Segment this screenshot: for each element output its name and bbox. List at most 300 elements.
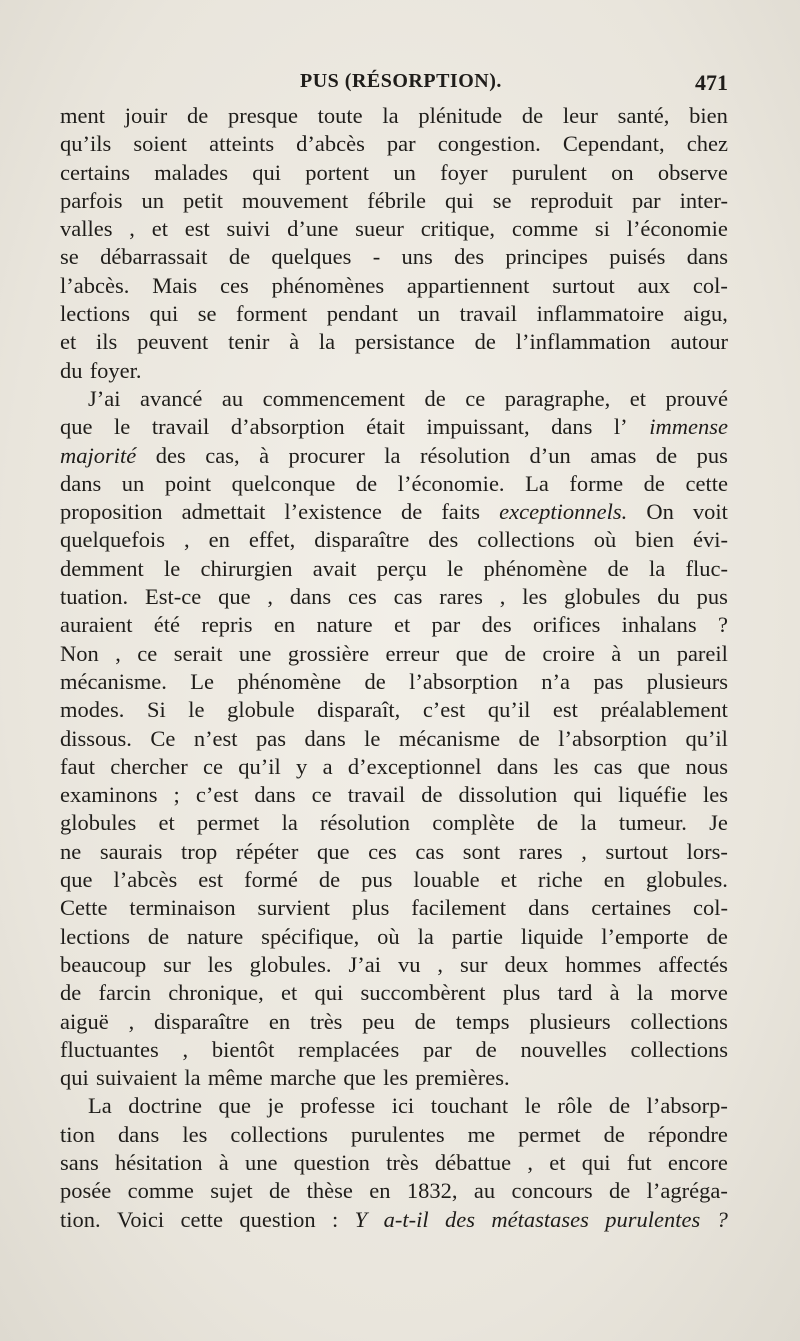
word: col- xyxy=(692,272,728,298)
word: riche xyxy=(537,867,583,893)
word: ce xyxy=(137,640,158,666)
text-line xyxy=(60,385,728,413)
word: plénitude xyxy=(418,103,503,128)
word: nouvelles xyxy=(520,1036,607,1062)
word: la xyxy=(384,442,401,468)
word: tion xyxy=(60,1121,96,1147)
text-line xyxy=(60,1064,728,1092)
word: ces xyxy=(220,272,249,298)
word: parfois xyxy=(60,187,123,213)
word: que xyxy=(343,1065,376,1091)
word: qui xyxy=(444,187,474,213)
word: auraient xyxy=(60,612,133,638)
word: repris xyxy=(201,612,253,638)
word: l’ xyxy=(613,414,628,440)
word: les xyxy=(182,1121,208,1147)
word: comme xyxy=(127,1178,194,1204)
word: travail xyxy=(459,301,518,327)
word: qu’ils xyxy=(60,131,112,157)
word: par xyxy=(631,187,661,213)
text-line xyxy=(60,357,728,385)
word: l’économie xyxy=(626,216,728,242)
word: malades xyxy=(154,159,228,185)
word: erreur xyxy=(385,640,440,666)
word: les xyxy=(702,782,728,808)
word: que xyxy=(637,753,671,779)
text-line xyxy=(60,866,728,894)
word: à xyxy=(218,1149,229,1175)
word: , xyxy=(527,1149,533,1175)
word: c’est xyxy=(422,697,466,723)
word: permet xyxy=(196,810,260,836)
word: l’absorption xyxy=(409,668,518,694)
word: terminaison xyxy=(129,895,236,921)
word: J’ai xyxy=(348,951,381,977)
word: très xyxy=(309,1008,343,1034)
word: se xyxy=(60,244,79,270)
word: survient xyxy=(257,895,330,921)
word: paragraphe, xyxy=(504,385,611,411)
word: valles xyxy=(60,216,113,242)
text-line xyxy=(60,583,728,611)
word: Non xyxy=(60,640,99,666)
word: la xyxy=(318,329,336,355)
word: Cependant, xyxy=(562,131,665,157)
word: par xyxy=(423,1036,452,1062)
word: santé, xyxy=(617,103,670,128)
word: d’absorption xyxy=(230,414,345,440)
word: , xyxy=(128,1008,135,1034)
word: , xyxy=(115,640,121,666)
word: est xyxy=(552,697,578,723)
word: métastases xyxy=(491,1206,589,1232)
text-line xyxy=(60,668,728,696)
text-line xyxy=(60,159,728,187)
word: de xyxy=(521,103,544,128)
word: la xyxy=(382,103,399,128)
word: lors- xyxy=(686,838,728,864)
word: est xyxy=(198,867,224,893)
text-line xyxy=(60,1149,728,1177)
word: On xyxy=(646,499,674,525)
word: dissolution xyxy=(458,782,558,808)
word: liquide xyxy=(520,923,584,949)
word: ment xyxy=(60,103,105,128)
word: de xyxy=(400,499,423,525)
word: l’existence xyxy=(284,499,382,525)
word: chercher xyxy=(110,753,188,779)
word: critique, xyxy=(420,216,496,242)
word: de xyxy=(364,668,386,694)
word: Si xyxy=(146,697,166,723)
word: concours xyxy=(511,1178,593,1204)
word: persistance xyxy=(354,329,455,355)
word: globules. xyxy=(646,867,728,893)
word: la xyxy=(417,923,434,949)
word: cette xyxy=(685,470,728,496)
word: et xyxy=(549,1149,566,1175)
word: a xyxy=(322,753,333,779)
word: prouvé xyxy=(665,385,728,411)
word: surtout xyxy=(552,272,615,298)
word: de xyxy=(424,385,446,411)
word: dans xyxy=(528,895,570,921)
word: marche xyxy=(269,1065,337,1091)
word: , xyxy=(129,216,135,242)
word: se xyxy=(197,301,217,327)
word: collections xyxy=(477,527,575,553)
word: dans xyxy=(686,244,728,270)
word: d’abcès xyxy=(296,131,365,157)
word: nature xyxy=(187,923,244,949)
word: très xyxy=(386,1149,419,1175)
word: disparaître xyxy=(314,527,410,553)
word: résolution xyxy=(320,810,411,836)
word: commencement xyxy=(262,385,406,411)
word: à xyxy=(609,980,620,1006)
word: , xyxy=(267,584,274,610)
word: , xyxy=(581,838,587,864)
word: portent xyxy=(305,159,370,185)
word: l’absorp- xyxy=(646,1093,728,1119)
word: mouvement xyxy=(241,187,349,213)
word: formé xyxy=(244,867,298,893)
word: ce xyxy=(311,782,332,808)
word: globules. xyxy=(249,951,332,977)
word: affectés xyxy=(658,951,728,977)
text-line xyxy=(60,640,728,668)
word: résolution xyxy=(419,442,510,468)
word: 1832, xyxy=(406,1178,458,1204)
word: les xyxy=(553,753,579,779)
word: lections xyxy=(60,923,130,949)
word: qui xyxy=(149,301,179,327)
word: chronique, xyxy=(168,980,264,1006)
text-line xyxy=(60,1206,728,1234)
word: préalablement xyxy=(600,697,728,723)
word: rares xyxy=(518,838,563,864)
word: et xyxy=(60,329,77,355)
word: et xyxy=(500,867,517,893)
word: l’abcès xyxy=(113,867,178,893)
word: qui xyxy=(573,782,603,808)
word: premières. xyxy=(415,1065,510,1091)
text-line xyxy=(60,781,728,809)
word: avait xyxy=(312,555,357,581)
word: facilement xyxy=(411,895,507,921)
word: deux xyxy=(504,951,549,977)
word: plusieurs xyxy=(529,1008,611,1034)
word: inflammatoire xyxy=(536,301,665,327)
text-line xyxy=(60,951,728,979)
word: en xyxy=(268,1008,291,1034)
word: faits xyxy=(441,499,481,525)
word: ? xyxy=(716,1206,728,1232)
word: col- xyxy=(693,895,728,921)
word: vu xyxy=(397,951,421,977)
text-line xyxy=(60,130,728,158)
word: de xyxy=(186,103,209,128)
word: le xyxy=(163,555,181,581)
word: les xyxy=(207,951,233,977)
text-line xyxy=(60,1008,728,1036)
word: un xyxy=(417,301,441,327)
word: en xyxy=(603,867,626,893)
word: en xyxy=(369,1178,391,1204)
word: de xyxy=(607,555,629,581)
word: que xyxy=(60,867,93,893)
word: ; xyxy=(173,782,180,808)
word: la xyxy=(636,980,654,1006)
word: au xyxy=(473,1178,496,1204)
word: trop xyxy=(180,838,218,864)
word: disparaît, xyxy=(317,697,401,723)
word: cette xyxy=(180,1206,223,1232)
text-run: majorité xyxy=(60,442,137,468)
word: dans xyxy=(60,470,102,496)
word: dans xyxy=(118,1121,160,1147)
word: en xyxy=(208,527,230,553)
word: à xyxy=(259,442,270,468)
word: de xyxy=(269,1178,291,1204)
word: cas xyxy=(415,838,445,864)
word: nature xyxy=(316,612,373,638)
word: Voici xyxy=(117,1206,165,1232)
word: fut xyxy=(626,1149,652,1175)
word: que xyxy=(316,838,350,864)
text-line xyxy=(60,725,728,753)
word: purulent xyxy=(511,159,587,185)
word: pendant xyxy=(326,301,399,327)
word: qu’il xyxy=(238,753,281,779)
word: qu’il xyxy=(685,725,728,751)
word: de xyxy=(504,640,526,666)
word: des xyxy=(454,244,485,270)
word: forme xyxy=(569,470,624,496)
word: l’absorption xyxy=(558,725,667,751)
word: succombèrent xyxy=(360,980,486,1006)
word: cas xyxy=(393,584,423,610)
word: la xyxy=(281,810,298,836)
word: d’une xyxy=(287,216,339,242)
word: le xyxy=(364,725,381,751)
word: l’économie. xyxy=(397,470,505,496)
word: le xyxy=(114,414,131,440)
word: sueur xyxy=(355,216,404,242)
text-run: exceptionnels. xyxy=(499,499,628,525)
word: de xyxy=(414,1008,436,1034)
text-line xyxy=(60,442,728,470)
text-line xyxy=(60,187,728,215)
word: liquéfie xyxy=(618,782,687,808)
word: même xyxy=(207,1065,263,1091)
word: Mais xyxy=(152,272,198,298)
word: grossière xyxy=(287,640,370,666)
word: proposition xyxy=(60,499,163,525)
word: puisés xyxy=(609,244,666,270)
word: permet xyxy=(518,1121,581,1147)
word: de xyxy=(518,725,540,751)
word: et xyxy=(629,385,646,411)
word: phénomènes xyxy=(271,272,385,298)
word: mécanisme xyxy=(398,725,501,751)
text-run: immense xyxy=(649,414,728,440)
word: le xyxy=(447,555,464,581)
word: au xyxy=(221,385,244,411)
word: serait xyxy=(173,640,223,666)
word: l’inflammation xyxy=(515,329,651,355)
word: dissous. xyxy=(60,725,132,751)
word: fluctuantes xyxy=(60,1036,159,1062)
word: ils xyxy=(96,329,118,355)
word: y xyxy=(296,753,308,779)
text-line xyxy=(60,894,728,922)
word: hésitation xyxy=(114,1149,203,1175)
word: encore xyxy=(667,1149,728,1175)
text-line xyxy=(60,300,728,328)
word: travail xyxy=(347,782,406,808)
word: J’ai xyxy=(88,385,121,411)
word: un xyxy=(141,187,164,213)
word: atteints xyxy=(209,131,275,157)
word: qui xyxy=(252,159,282,185)
word: suivi xyxy=(226,216,271,242)
word: ici xyxy=(391,1093,415,1119)
word: été xyxy=(153,612,181,638)
word: pus xyxy=(361,867,393,893)
word: soient xyxy=(133,131,188,157)
word: doctrine xyxy=(128,1093,202,1119)
word: surtout xyxy=(605,838,669,864)
word: thèse xyxy=(306,1178,353,1204)
word: de xyxy=(706,923,728,949)
word: beaucoup xyxy=(60,951,147,977)
word: un xyxy=(637,640,661,666)
word: plus xyxy=(351,895,390,921)
word: me xyxy=(467,1121,496,1147)
word: inter- xyxy=(679,187,728,213)
word: sans xyxy=(60,1149,99,1175)
word: fébrile xyxy=(367,187,426,213)
word: que xyxy=(60,414,93,440)
word: quelquefois xyxy=(60,527,165,553)
word: pas xyxy=(593,668,624,694)
word: temps xyxy=(455,1008,510,1034)
word: que xyxy=(218,1093,251,1119)
word: de xyxy=(228,244,251,270)
word: sujet xyxy=(210,1178,253,1204)
word: admettait xyxy=(181,499,266,525)
word: un xyxy=(121,470,145,496)
word: de xyxy=(355,470,378,496)
word: question xyxy=(293,1149,370,1175)
word: Cette xyxy=(60,895,108,921)
text-line xyxy=(60,1121,728,1149)
word: globule xyxy=(227,697,295,723)
word: du xyxy=(657,584,680,610)
word: collections xyxy=(630,1008,728,1034)
text-line xyxy=(60,328,728,356)
word: une xyxy=(238,640,272,666)
word: foyer. xyxy=(89,357,142,383)
word: principes xyxy=(505,244,588,270)
word: à xyxy=(611,640,622,666)
word: travail xyxy=(151,414,210,440)
word: Le xyxy=(190,668,214,694)
word: tion. xyxy=(60,1206,101,1232)
text-line xyxy=(60,413,728,441)
word: procurer xyxy=(288,442,365,468)
text-line xyxy=(60,809,728,837)
word: cas, xyxy=(205,442,240,468)
word: si xyxy=(594,216,610,242)
word: en xyxy=(273,612,296,638)
word: à xyxy=(289,329,300,355)
word: orifices xyxy=(532,612,601,638)
word: de xyxy=(655,442,678,468)
word: qu’il xyxy=(487,697,531,723)
word: question xyxy=(239,1206,316,1232)
word: aiguë xyxy=(60,1008,109,1034)
word: de xyxy=(609,1178,631,1204)
word: la xyxy=(648,555,666,581)
word: le xyxy=(524,1093,541,1119)
word: farcin xyxy=(98,980,151,1006)
word: touchant xyxy=(430,1093,509,1119)
word: sur xyxy=(163,951,191,977)
word: congestion. xyxy=(437,131,541,157)
word: de xyxy=(536,810,559,836)
word: répondre xyxy=(647,1121,728,1147)
word: amas xyxy=(590,442,637,468)
page-header xyxy=(60,70,728,104)
word: dans xyxy=(496,753,539,779)
page-number: 471 xyxy=(695,70,728,95)
word: cas xyxy=(593,753,623,779)
word: autour xyxy=(670,329,728,355)
word: pareil xyxy=(676,640,728,666)
word: pas xyxy=(256,725,287,751)
word: n’est xyxy=(193,725,238,751)
word: et xyxy=(158,810,175,836)
word: la xyxy=(184,1065,201,1091)
word: disparaître xyxy=(154,1008,250,1034)
word: rares xyxy=(439,584,483,610)
word: du xyxy=(60,357,83,383)
text-line xyxy=(60,979,728,1007)
word: de xyxy=(608,1093,631,1119)
word: petit xyxy=(182,187,223,213)
word: observe xyxy=(657,159,728,185)
word: pus xyxy=(696,584,728,610)
word: la xyxy=(580,810,597,836)
word: ce xyxy=(465,385,486,411)
word: globules xyxy=(60,810,137,836)
word: est xyxy=(184,216,210,242)
word: jouir xyxy=(124,103,168,128)
word: , xyxy=(499,584,506,610)
word: tenir xyxy=(228,329,270,355)
word: purulentes xyxy=(350,1121,445,1147)
word: d’un xyxy=(529,442,571,468)
text-line xyxy=(60,272,728,300)
text-line xyxy=(60,838,728,866)
word: faut xyxy=(60,753,95,779)
word: et xyxy=(151,216,168,242)
word: se xyxy=(492,187,512,213)
word: ne xyxy=(60,838,82,864)
word: rôle xyxy=(557,1093,593,1119)
